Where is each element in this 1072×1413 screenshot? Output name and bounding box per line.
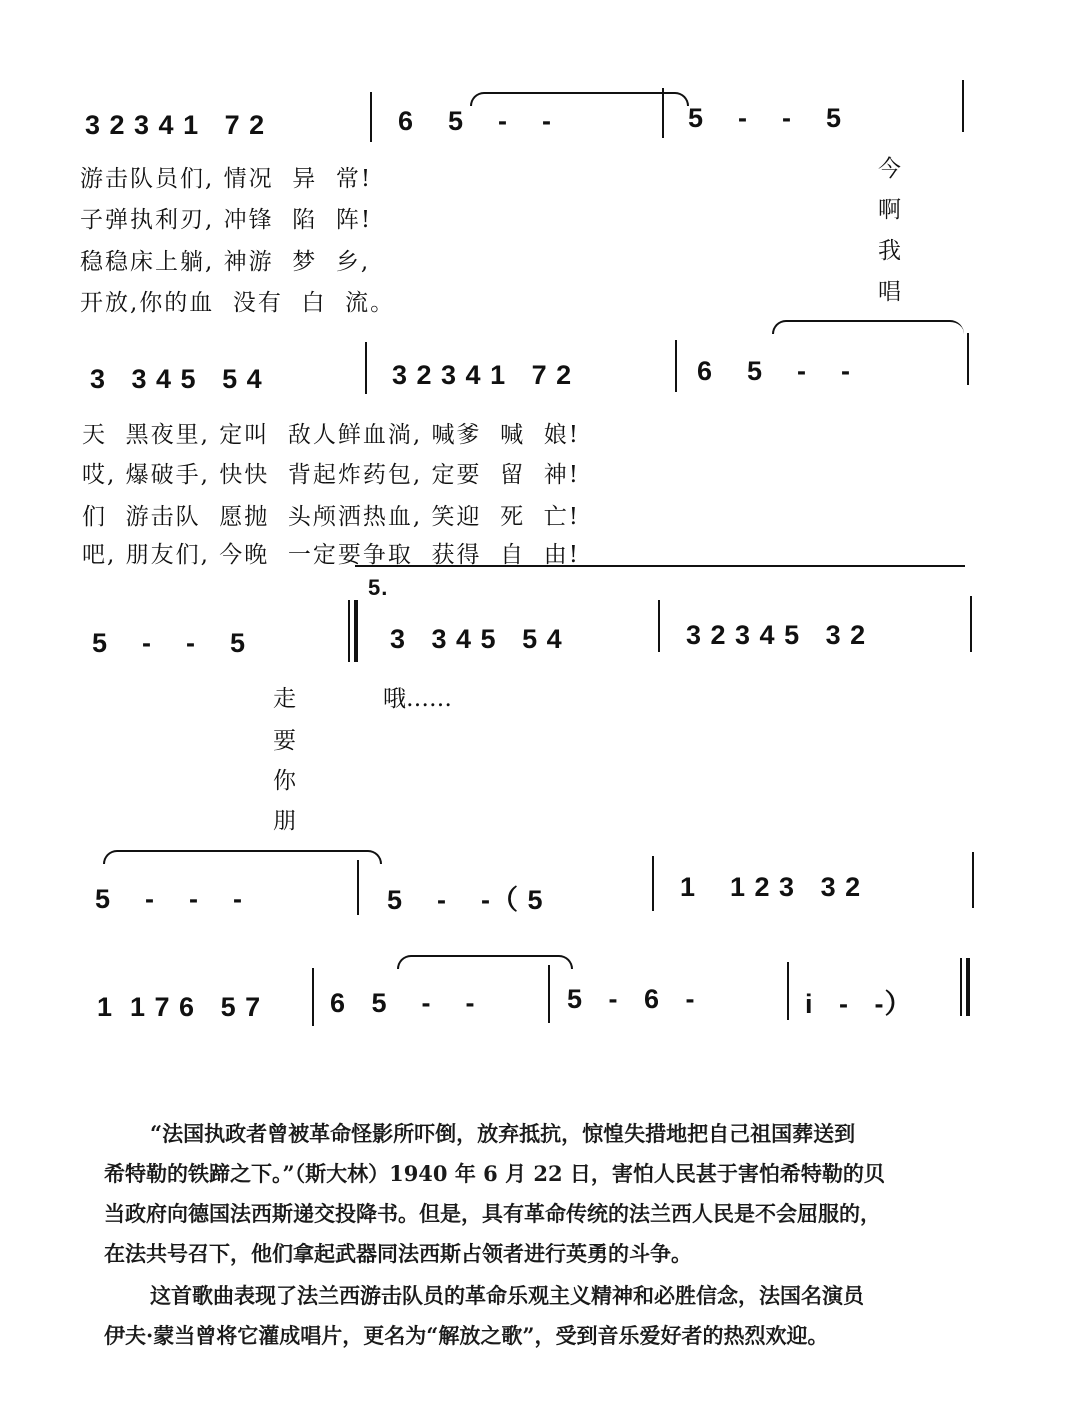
barline [972,852,974,908]
paragraph-line: 希特勒的铁蹄之下。”（斯大林）1940 年 6 月 22 日，害怕人民甚于害怕希特勒的贝 [104,1161,885,1186]
measure: 5 - - 5 [92,628,247,658]
lyric-line: 游击队员们, 情况 异 常! [80,166,373,192]
measure: 5 - - 5 [688,103,843,133]
lyric-line: 吧, 朋友们, 今晚 一定要争取 获得 自 由! [82,542,580,568]
slur [470,92,689,106]
barline [787,962,789,1020]
barline [370,92,372,142]
lyric: 我 [878,238,901,264]
measure: i - -） [805,989,913,1019]
barline [662,88,664,138]
measure: 6 5 - - [697,356,852,386]
lyric-line: 开放,你的血 没有 白 流。 [80,290,396,316]
measure: 5 - -（ 5 [387,885,544,915]
lyric-line: 天 黑夜里, 定叫 敌人鲜血淌, 喊爹 喊 娘! [82,422,580,448]
slur [397,955,573,969]
lyric-line: 子弹执利刃, 冲锋 陷 阵! [80,207,373,233]
measure: 3 2 3 4 5 3 2 [686,620,867,650]
lyric: 哦…… [383,686,452,712]
lyric-line: 哎, 爆破手, 快快 背起炸药包, 定要 留 神! [82,462,580,488]
lyric: 走 [273,686,296,712]
lyric: 今 [878,156,901,182]
paragraph-line: “法国执政者曾被革命怪影所吓倒，放弃抵抗，惊惶失措地把自己祖国葬送到 [150,1121,856,1146]
measure: 1 1 7 6 5 7 [97,992,262,1022]
measure: 5 - 6 - [567,984,696,1014]
slur [772,320,964,334]
paragraph-line: 这首歌曲表现了法兰西游击队员的革命乐观主义精神和必胜信念，法国名演员 [150,1283,864,1308]
barline [970,596,972,652]
final-barline [966,958,970,1016]
measure: 1 1 2 3 3 2 [680,872,862,902]
slur [103,850,382,864]
measure: 3 3 4 5 5 4 [90,364,263,394]
lyric: 唱 [878,279,901,305]
repeat-barline [348,600,350,662]
lyric: 你 [273,768,296,794]
barline [312,968,314,1026]
measure: 6 5 - - [398,106,553,136]
paragraph-line: 当政府向德国法西斯递交投降书。但是，具有革命传统的法兰西人民是不会屈服的， [104,1201,881,1226]
paragraph-line: 在法共号召下，他们拿起武器同法西斯占领者进行英勇的斗争。 [104,1241,692,1266]
lyric-line: 们 游击队 愿抛 头颅洒热血, 笑迎 死 亡! [82,504,580,530]
lyric: 朋 [273,808,296,834]
repeat-barline [354,600,358,662]
barline [967,333,969,385]
barline [365,342,367,394]
volta-label: 5. [368,575,389,600]
barline [548,965,550,1023]
lyric: 要 [273,728,296,754]
barline [652,856,654,911]
measure: 6 5 - - [330,988,476,1018]
measure: 3 3 4 5 5 4 [390,624,563,654]
volta-bracket [355,565,965,567]
lyric-line: 稳稳床上躺, 神游 梦 乡, [80,249,371,275]
barline [658,600,660,652]
measure: 3 2 3 4 1 7 2 [392,360,573,390]
final-barline [960,958,962,1016]
barline [675,340,677,392]
barline [962,80,964,132]
barline [357,860,359,915]
lyric: 啊 [878,197,901,223]
paragraph-line: 伊夫·蒙当曾将它灌成唱片，更名为“解放之歌”，受到音乐爱好者的热烈欢迎。 [104,1323,829,1348]
measure: 3 2 3 4 1 7 2 [85,110,266,140]
measure: 5 - - - [95,884,244,914]
